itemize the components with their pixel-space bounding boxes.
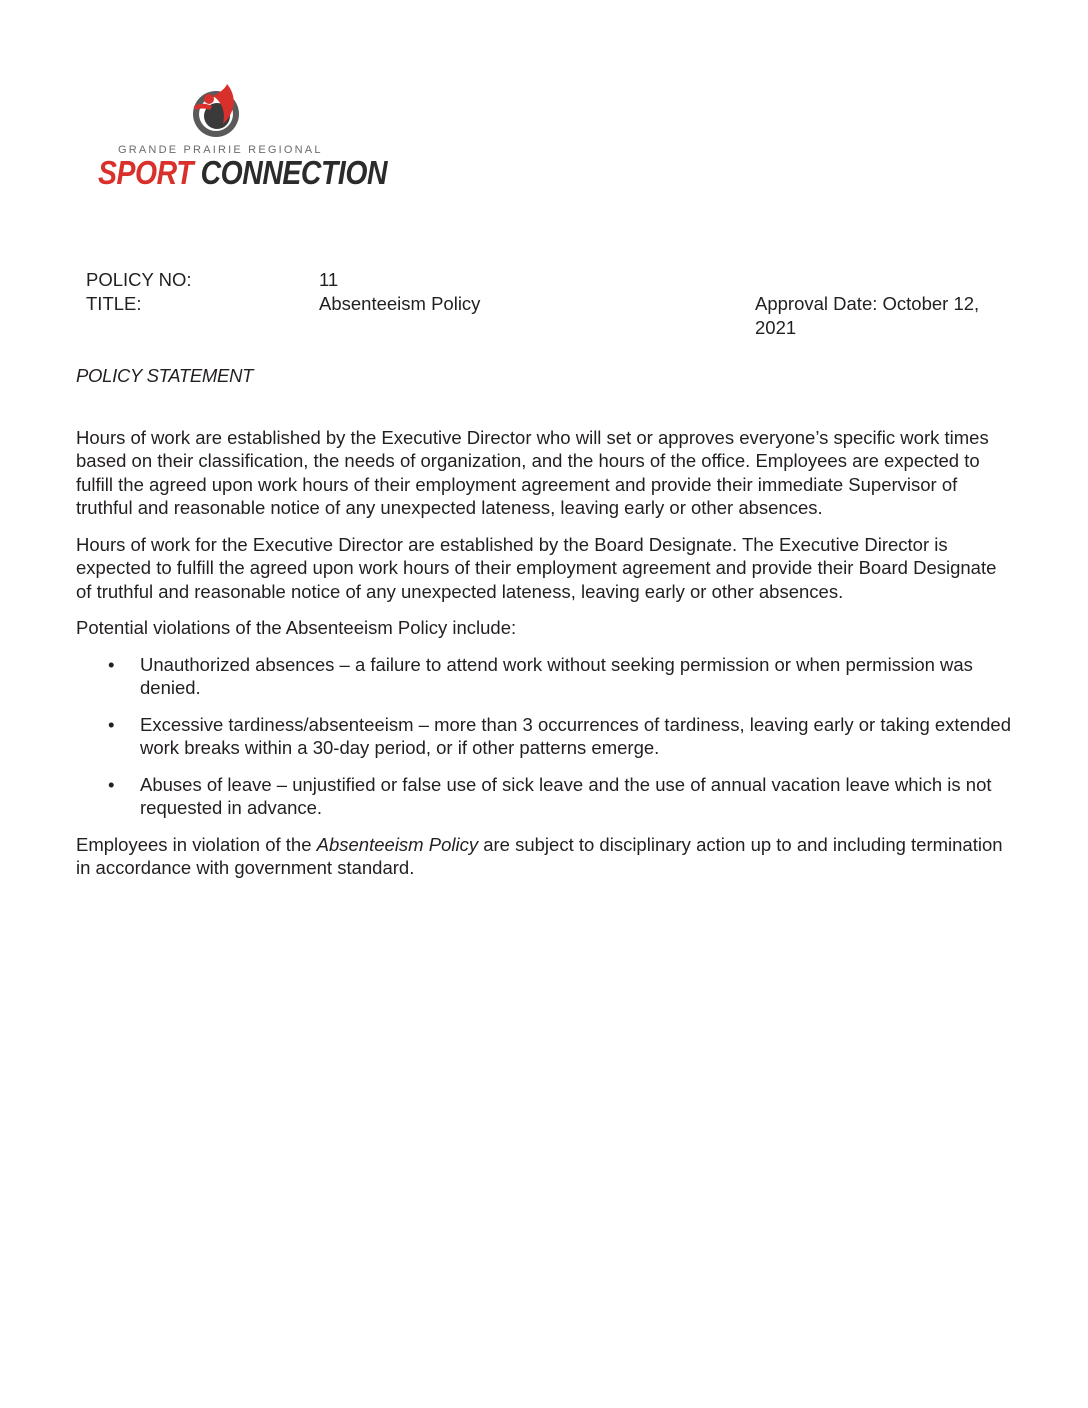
bullet: • xyxy=(108,653,115,675)
policy-number-value: 11 xyxy=(319,269,339,290)
paragraph-disciplinary-action xyxy=(76,833,1016,880)
list-item-text: Excessive tardiness/absenteeism – more than 3 occurrences of tardiness, leaving early or taking extended work breaks within a 30-day period, or if other patterns emerge. xyxy=(140,713,1011,758)
paragraph-hours-of-work: Hours of work are established by the Executive Director who will set or approves everyone’s specific work times based on their classification, the needs of organization, and the hours of the office. Employees are expected to fulfill the agreed upon work hours of their employment agreement and provide their immediate Supervisor of truthful and reasonable notice of any unexpected lateness, leaving early or other absences. xyxy=(76,426,989,518)
list-item-text: Unauthorized absences – a failure to attend work without seeking permission or when permission was denied. xyxy=(140,653,973,698)
list-item xyxy=(76,713,1016,760)
disciplinary-text-start: Employees in violation of the xyxy=(76,833,317,855)
section-title: POLICY STATEMENT xyxy=(76,365,254,386)
list-item xyxy=(76,773,1016,820)
logo-subtitle: GRANDE PRAIRIE REGIONAL xyxy=(118,144,323,156)
disciplinary-text-end: are subject to disciplinary action up to and including termination in accordance with government standard. xyxy=(76,833,1003,878)
policy-header xyxy=(86,268,1016,338)
athlete-emblem-icon xyxy=(96,80,336,144)
policy-title-row xyxy=(86,292,1016,338)
logo-word-sport: SPORT xyxy=(98,154,194,191)
policy-number-row xyxy=(86,268,1016,292)
organization-logo xyxy=(96,80,388,196)
bullet: • xyxy=(108,773,115,795)
policy-name-emphasis: Absenteeism Policy xyxy=(316,833,479,855)
paragraph-violations-intro: Potential violations of the Absenteeism Policy include: xyxy=(76,617,517,638)
logo-wordmark xyxy=(98,154,387,192)
list-item xyxy=(76,653,1016,700)
logo-word-connection: CONNECTION xyxy=(200,154,388,191)
paragraph-executive-director-hours: Hours of work for the Executive Director are established by the Board Designate. The Executive Director is expected to fulfill the agreed upon work hours of their employment agreement and provide their Board Designate of truthful and reasonable notice of any unexpected lateness, leaving early or other absences. xyxy=(76,533,997,602)
policy-title-label: TITLE: xyxy=(86,293,142,314)
policy-title-value: Absenteeism Policy xyxy=(319,293,481,314)
policy-number-label: POLICY NO: xyxy=(86,269,192,290)
bullet: • xyxy=(108,713,115,735)
violations-list xyxy=(76,653,1016,820)
list-item-text: Abuses of leave – unjustified or false use of sick leave and the use of annual vacation leave which is not requested in advance. xyxy=(140,773,992,818)
policy-body xyxy=(76,364,1016,880)
approval-date: Approval Date: October 12, 2021 xyxy=(755,293,980,338)
